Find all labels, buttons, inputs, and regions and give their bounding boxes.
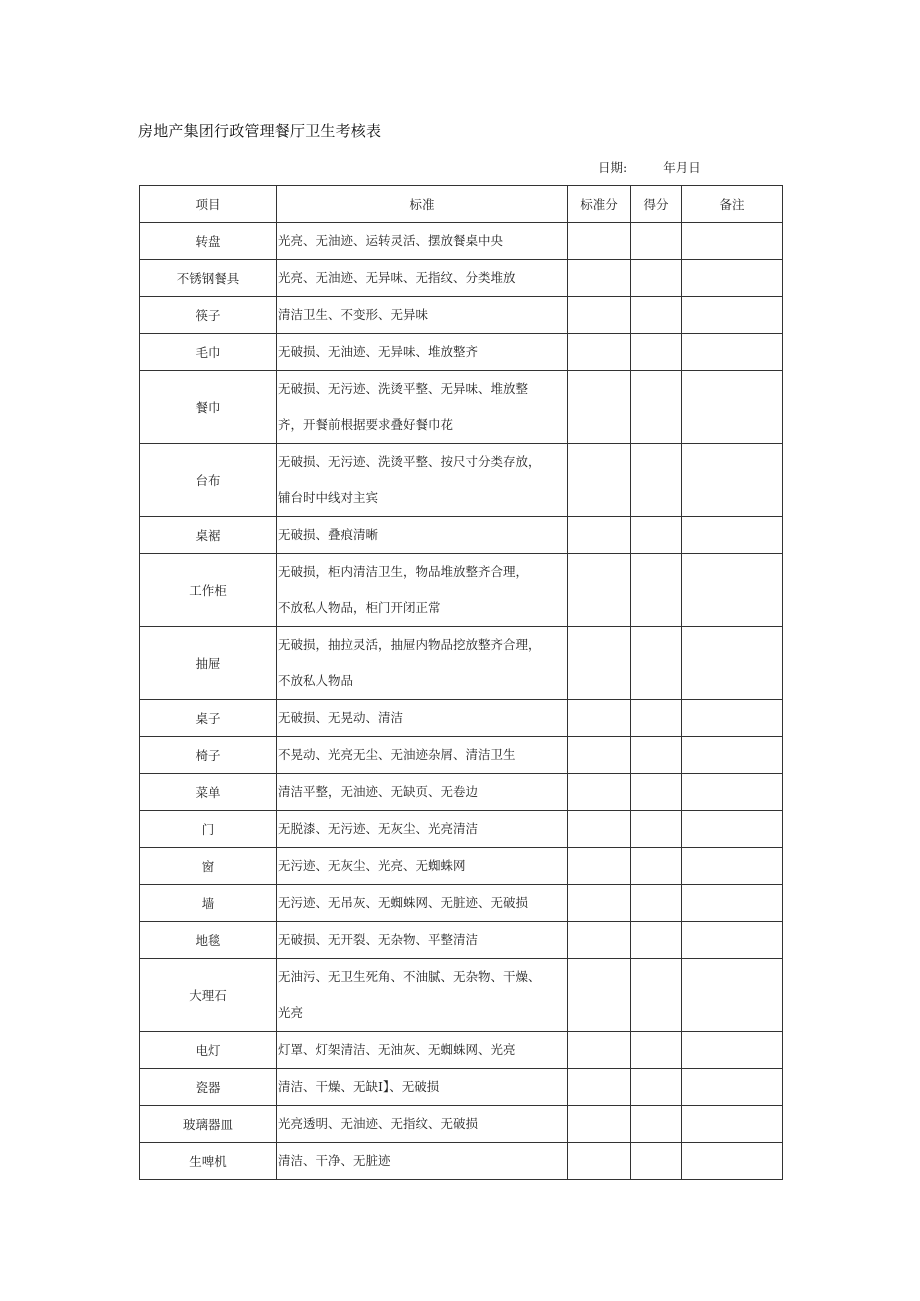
table-row <box>140 517 783 554</box>
row-score-cell[interactable] <box>631 334 682 371</box>
row-standard-score-cell[interactable] <box>568 517 631 554</box>
row-standard-score-cell[interactable] <box>568 848 631 885</box>
row-standard <box>277 371 568 444</box>
row-standard-score-cell[interactable] <box>568 1069 631 1106</box>
row-item: 菜单 <box>140 774 277 811</box>
row-remarks-cell[interactable] <box>682 700 783 737</box>
row-standard-score-cell[interactable] <box>568 811 631 848</box>
date-label: 日期: <box>598 160 628 175</box>
row-standard-line: 不放私人物品，柜门开闭正常 <box>278 600 441 615</box>
row-remarks-cell[interactable] <box>682 737 783 774</box>
date-value: 年月日 <box>663 160 701 175</box>
row-score-cell[interactable] <box>631 1032 682 1069</box>
row-remarks-cell[interactable] <box>682 371 783 444</box>
row-score-cell[interactable] <box>631 554 682 627</box>
row-score-cell[interactable] <box>631 737 682 774</box>
table-row <box>140 1106 783 1143</box>
row-remarks-cell[interactable] <box>682 848 783 885</box>
header-standard: 标准 <box>277 186 568 223</box>
table-row <box>140 260 783 297</box>
row-standard-score-cell[interactable] <box>568 444 631 517</box>
table-row <box>140 444 783 517</box>
row-item: 桌裾 <box>140 517 277 554</box>
row-score-cell[interactable] <box>631 223 682 260</box>
row-standard-line: 不晃动、光亮无尘、无油迹杂屑、清洁卫生 <box>278 747 516 762</box>
row-standard <box>277 223 568 260</box>
table-row <box>140 737 783 774</box>
row-standard-score-cell[interactable] <box>568 1143 631 1180</box>
row-standard-line: 灯罩、灯架清洁、无油灰、无蜘蛛网、光亮 <box>278 1042 516 1057</box>
row-standard <box>277 1069 568 1106</box>
row-standard <box>277 700 568 737</box>
row-remarks-cell[interactable] <box>682 627 783 700</box>
row-remarks-cell[interactable] <box>682 1143 783 1180</box>
row-standard <box>277 848 568 885</box>
row-remarks-cell[interactable] <box>682 774 783 811</box>
row-score-cell[interactable] <box>631 885 682 922</box>
row-score-cell[interactable] <box>631 371 682 444</box>
row-standard-line: 不放私人物品 <box>278 673 354 688</box>
row-standard-score-cell[interactable] <box>568 922 631 959</box>
row-standard-score-cell[interactable] <box>568 737 631 774</box>
table-row <box>140 223 783 260</box>
table-row <box>140 627 783 700</box>
row-standard-score-cell[interactable] <box>568 260 631 297</box>
row-standard-score-cell[interactable] <box>568 885 631 922</box>
table-row <box>140 922 783 959</box>
row-standard <box>277 774 568 811</box>
table-row <box>140 1032 783 1069</box>
row-standard-line: 无破损，抽拉灵活，抽屉内物品挖放整齐合理， <box>278 637 541 652</box>
row-standard-line: 无脱漆、无污迹、无灰尘、光亮清洁 <box>278 821 479 836</box>
table-row <box>140 554 783 627</box>
header-remarks: 备注 <box>682 186 783 223</box>
row-remarks-cell[interactable] <box>682 223 783 260</box>
row-standard <box>277 297 568 334</box>
row-standard-line: 无污迹、无吊灰、无蜘蛛网、无脏迹、无破损 <box>278 895 529 910</box>
row-standard-line: 无破损、叠痕清晰 <box>278 527 379 542</box>
table-row <box>140 811 783 848</box>
row-score-cell[interactable] <box>631 922 682 959</box>
row-score-cell[interactable] <box>631 517 682 554</box>
table-row <box>140 1143 783 1180</box>
row-score-cell[interactable] <box>631 774 682 811</box>
row-standard <box>277 959 568 1032</box>
row-remarks-cell[interactable] <box>682 444 783 517</box>
table-body <box>140 223 783 1180</box>
row-standard-score-cell[interactable] <box>568 700 631 737</box>
row-standard <box>277 737 568 774</box>
row-item: 不锈钢餐具 <box>140 260 277 297</box>
table-row <box>140 297 783 334</box>
row-item: 转盘 <box>140 223 277 260</box>
row-item: 大理石 <box>140 959 277 1032</box>
row-remarks-cell[interactable] <box>682 885 783 922</box>
row-remarks-cell[interactable] <box>682 517 783 554</box>
row-standard-line: 光亮、无油迹、运转灵活、摆放餐桌中央 <box>278 233 504 248</box>
document-title: 房地产集团行政管理餐厅卫生考核表 <box>138 122 382 140</box>
row-item: 工作柜 <box>140 554 277 627</box>
row-remarks-cell[interactable] <box>682 260 783 297</box>
row-score-cell[interactable] <box>631 848 682 885</box>
row-standard-line: 光亮透明、无油迹、无指纹、无破损 <box>278 1116 479 1131</box>
row-item: 瓷器 <box>140 1069 277 1106</box>
row-standard <box>277 554 568 627</box>
row-score-cell[interactable] <box>631 1106 682 1143</box>
row-score-cell[interactable] <box>631 811 682 848</box>
row-standard-line: 光亮、无油迹、无异味、无指纹、分类堆放 <box>278 270 516 285</box>
row-remarks-cell[interactable] <box>682 297 783 334</box>
row-item: 玻璃器皿 <box>140 1106 277 1143</box>
row-item: 筷子 <box>140 297 277 334</box>
table-row <box>140 885 783 922</box>
row-score-cell[interactable] <box>631 1069 682 1106</box>
row-remarks-cell[interactable] <box>682 811 783 848</box>
row-standard-line: 无破损、无晃动、清洁 <box>278 710 404 725</box>
row-standard <box>277 1032 568 1069</box>
row-standard-line: 无污迹、无灰尘、光亮、无蜘蛛网 <box>278 858 466 873</box>
row-score-cell[interactable] <box>631 1143 682 1180</box>
row-standard <box>277 517 568 554</box>
row-standard-score-cell[interactable] <box>568 554 631 627</box>
row-item: 地毯 <box>140 922 277 959</box>
date-line <box>598 158 701 176</box>
row-standard-line: 铺台时中线对主宾 <box>278 490 379 505</box>
row-remarks-cell[interactable] <box>682 959 783 1032</box>
row-standard-score-cell[interactable] <box>568 223 631 260</box>
row-remarks-cell[interactable] <box>682 1069 783 1106</box>
row-item: 生啤机 <box>140 1143 277 1180</box>
row-item: 门 <box>140 811 277 848</box>
inspection-table <box>139 185 783 1180</box>
row-standard-score-cell[interactable] <box>568 371 631 444</box>
row-item: 墙 <box>140 885 277 922</box>
row-standard-score-cell[interactable] <box>568 1106 631 1143</box>
row-score-cell[interactable] <box>631 700 682 737</box>
row-item: 抽屉 <box>140 627 277 700</box>
row-standard-line: 清洁、干净、无脏迹 <box>278 1153 391 1168</box>
row-standard-score-cell[interactable] <box>568 334 631 371</box>
row-score-cell[interactable] <box>631 260 682 297</box>
row-standard <box>277 1106 568 1143</box>
row-score-cell[interactable] <box>631 444 682 517</box>
row-standard <box>277 811 568 848</box>
row-standard <box>277 334 568 371</box>
table-row <box>140 848 783 885</box>
table-row <box>140 371 783 444</box>
row-score-cell[interactable] <box>631 959 682 1032</box>
row-remarks-cell[interactable] <box>682 554 783 627</box>
row-score-cell[interactable] <box>631 297 682 334</box>
row-item: 窗 <box>140 848 277 885</box>
row-item: 椅子 <box>140 737 277 774</box>
row-item: 电灯 <box>140 1032 277 1069</box>
row-score-cell[interactable] <box>631 627 682 700</box>
row-standard-line: 清洁平整，无油迹、无缺页、无卷边 <box>278 784 479 799</box>
table-header-row <box>140 186 783 223</box>
table-row <box>140 1069 783 1106</box>
row-standard <box>277 260 568 297</box>
row-standard-line: 无破损、无污迹、洗烫平整、按尺寸分类存放， <box>278 454 541 469</box>
row-standard-score-cell[interactable] <box>568 774 631 811</box>
row-standard-line: 无破损、无油迹、无异味、堆放整齐 <box>278 344 479 359</box>
table-row <box>140 334 783 371</box>
row-standard <box>277 922 568 959</box>
row-standard-line: 清洁卫生、不变形、无异味 <box>278 307 429 322</box>
row-standard-line: 齐，开餐前根据要求叠好餐巾花 <box>278 417 454 432</box>
row-standard-score-cell[interactable] <box>568 959 631 1032</box>
table-row <box>140 774 783 811</box>
row-remarks-cell[interactable] <box>682 1032 783 1069</box>
row-standard-line: 无油污、无卫生死角、不油腻、无杂物、干燥、 <box>278 969 541 984</box>
header-score: 得分 <box>631 186 682 223</box>
row-standard-score-cell[interactable] <box>568 1032 631 1069</box>
row-item: 桌子 <box>140 700 277 737</box>
row-remarks-cell[interactable] <box>682 922 783 959</box>
table-row <box>140 959 783 1032</box>
table-row <box>140 700 783 737</box>
row-item: 餐巾 <box>140 371 277 444</box>
row-standard-line: 无破损，柜内清洁卫生，物品堆放整齐合理， <box>278 564 529 579</box>
header-standard-score: 标准分 <box>568 186 631 223</box>
row-standard <box>277 444 568 517</box>
row-standard-line: 无破损、无污迹、洗烫平整、无异味、堆放整 <box>278 381 529 396</box>
row-standard <box>277 627 568 700</box>
row-remarks-cell[interactable] <box>682 334 783 371</box>
row-item: 台布 <box>140 444 277 517</box>
row-standard-line: 清洁、干燥、无缺I】、无破损 <box>278 1079 440 1094</box>
row-standard-line: 无破损、无开裂、无杂物、平整清洁 <box>278 932 479 947</box>
row-standard-score-cell[interactable] <box>568 627 631 700</box>
row-remarks-cell[interactable] <box>682 1106 783 1143</box>
row-item: 毛巾 <box>140 334 277 371</box>
row-standard-score-cell[interactable] <box>568 297 631 334</box>
row-standard <box>277 885 568 922</box>
row-standard-line: 光亮 <box>278 1005 304 1020</box>
row-standard <box>277 1143 568 1180</box>
header-item: 项目 <box>140 186 277 223</box>
